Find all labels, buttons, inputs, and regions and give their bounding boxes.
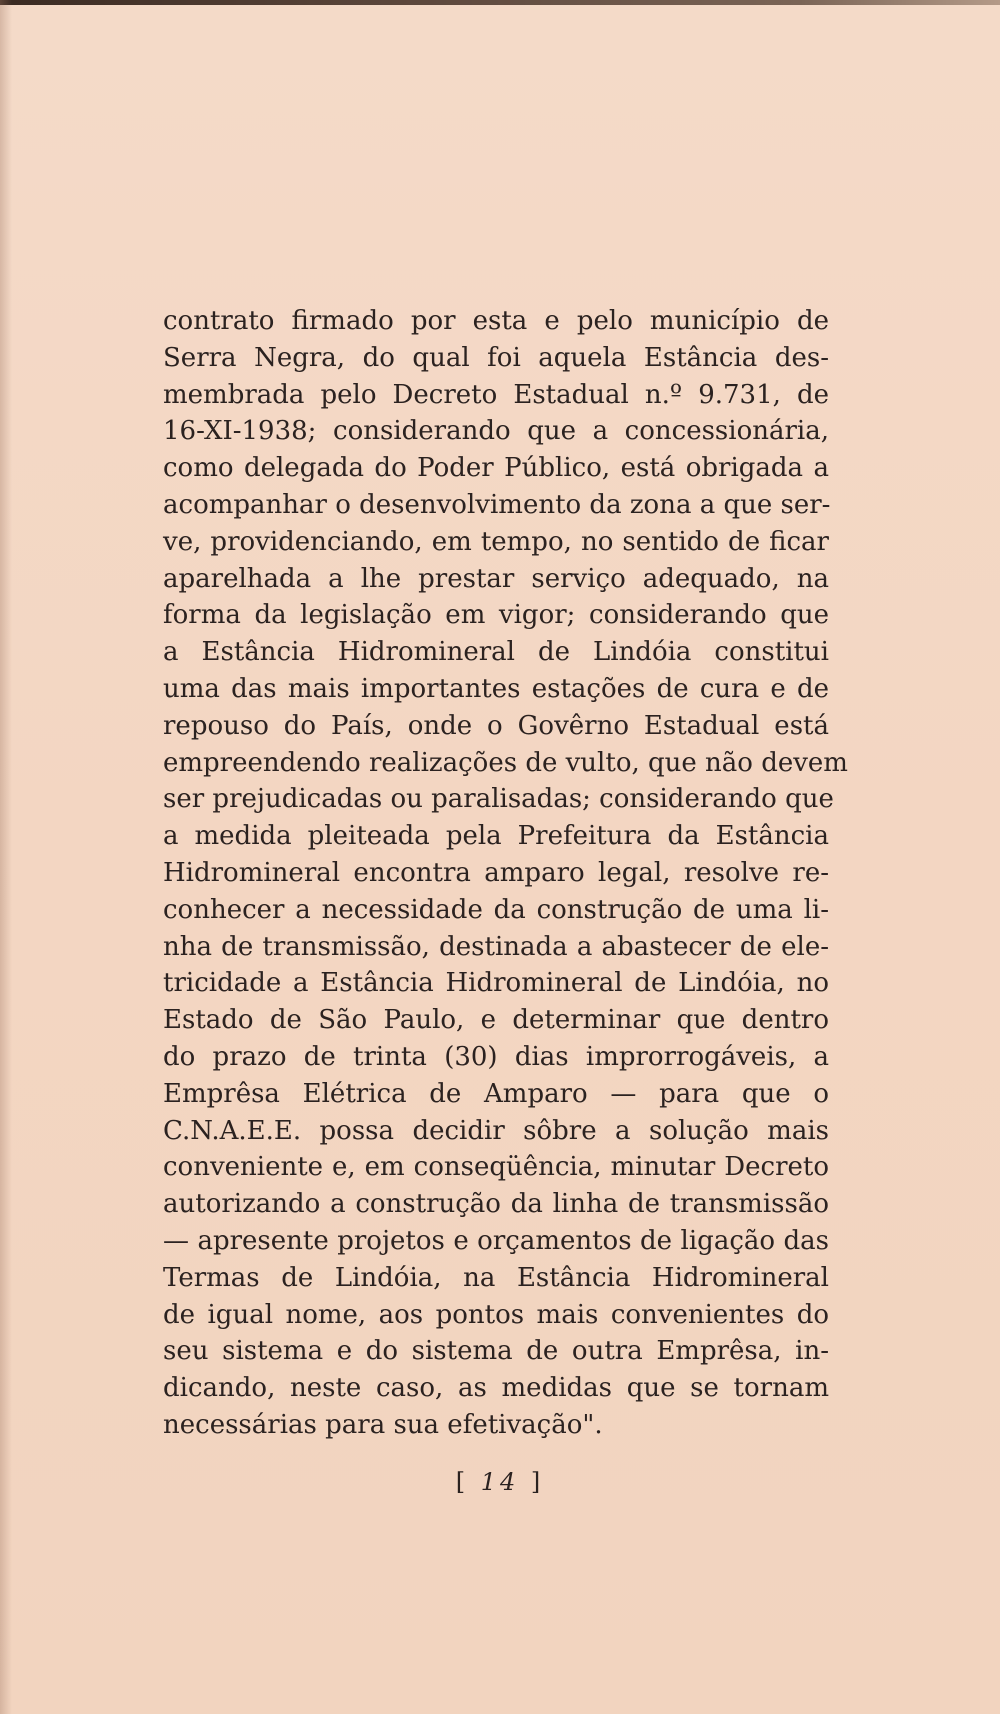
text-line: do prazo de trinta (30) dias improrrogáveis, a bbox=[163, 1041, 829, 1072]
text-line: conhecer a necessidade da construção de uma li- bbox=[163, 894, 829, 925]
text-line: — apresente projetos e orçamentos de ligação das bbox=[163, 1225, 829, 1256]
text-line: aparelhada a lhe prestar serviço adequado, na bbox=[163, 563, 829, 594]
page-number-open-bracket: [ bbox=[455, 1468, 470, 1496]
text-line: tricidade a Estância Hidromineral de Lindóia, no bbox=[163, 968, 829, 999]
text-line: ser prejudicadas ou paralisadas; considerando que bbox=[163, 784, 834, 815]
text-line: Serra Negra, do qual foi aquela Estância des- bbox=[163, 342, 829, 373]
text-line: a medida pleiteada pela Prefeitura da Estância bbox=[163, 821, 829, 852]
text-line: necessárias para sua efetivação". bbox=[163, 1409, 603, 1440]
text-line: Emprêsa Elétrica de Amparo — para que o bbox=[163, 1078, 829, 1109]
text-line: forma da legislação em vigor; considerando que bbox=[163, 600, 829, 631]
text-line: contrato firmado por esta e pelo município de bbox=[163, 306, 829, 336]
text-line: Estado de São Paulo, e determinar que dentro bbox=[163, 1005, 829, 1036]
text-line: de igual nome, aos pontos mais convenientes do bbox=[163, 1299, 829, 1330]
page-number-value: 14 bbox=[480, 1468, 520, 1496]
text-line: a Estância Hidromineral de Lindóia constitui bbox=[163, 637, 829, 668]
page-left-edge bbox=[0, 0, 12, 1714]
text-line: acompanhar o desenvolvimento da zona a que ser- bbox=[163, 489, 831, 520]
page-top-edge bbox=[0, 0, 1000, 5]
text-line: membrada pelo Decreto Estadual n.º 9.731, de bbox=[163, 379, 829, 410]
text-line: autorizando a construção da linha de transmissão bbox=[163, 1189, 829, 1220]
text-line: empreendendo realizações de vulto, que não devem bbox=[163, 747, 848, 778]
text-line: conveniente e, em conseqüência, minutar Decreto bbox=[163, 1152, 829, 1183]
text-line: nha de transmissão, destinada a abastecer de ele- bbox=[163, 931, 829, 962]
page-number-close-bracket: ] bbox=[530, 1468, 545, 1496]
text-line: repouso do País, onde o Govêrno Estadual está bbox=[163, 710, 829, 741]
text-line: 16-XI-1938; considerando que a concessionária, bbox=[163, 416, 829, 447]
text-line: Hidromineral encontra amparo legal, resolve re- bbox=[163, 857, 829, 888]
text-line: como delegada do Poder Público, está obrigada a bbox=[163, 453, 829, 484]
text-line: C.N.A.E.E. possa decidir sôbre a solução mais bbox=[163, 1115, 829, 1146]
page-number bbox=[0, 1468, 1000, 1496]
body-text bbox=[163, 303, 848, 1444]
text-line: Termas de Lindóia, na Estância Hidromineral bbox=[163, 1262, 829, 1293]
text-line: ve, providenciando, em tempo, no sentido de ficar bbox=[163, 526, 829, 557]
text-line: dicando, neste caso, as medidas que se tornam bbox=[163, 1373, 829, 1404]
text-line: seu sistema e do sistema de outra Emprêsa, in- bbox=[163, 1336, 829, 1367]
text-line: uma das mais importantes estações de cura e de bbox=[163, 673, 829, 704]
